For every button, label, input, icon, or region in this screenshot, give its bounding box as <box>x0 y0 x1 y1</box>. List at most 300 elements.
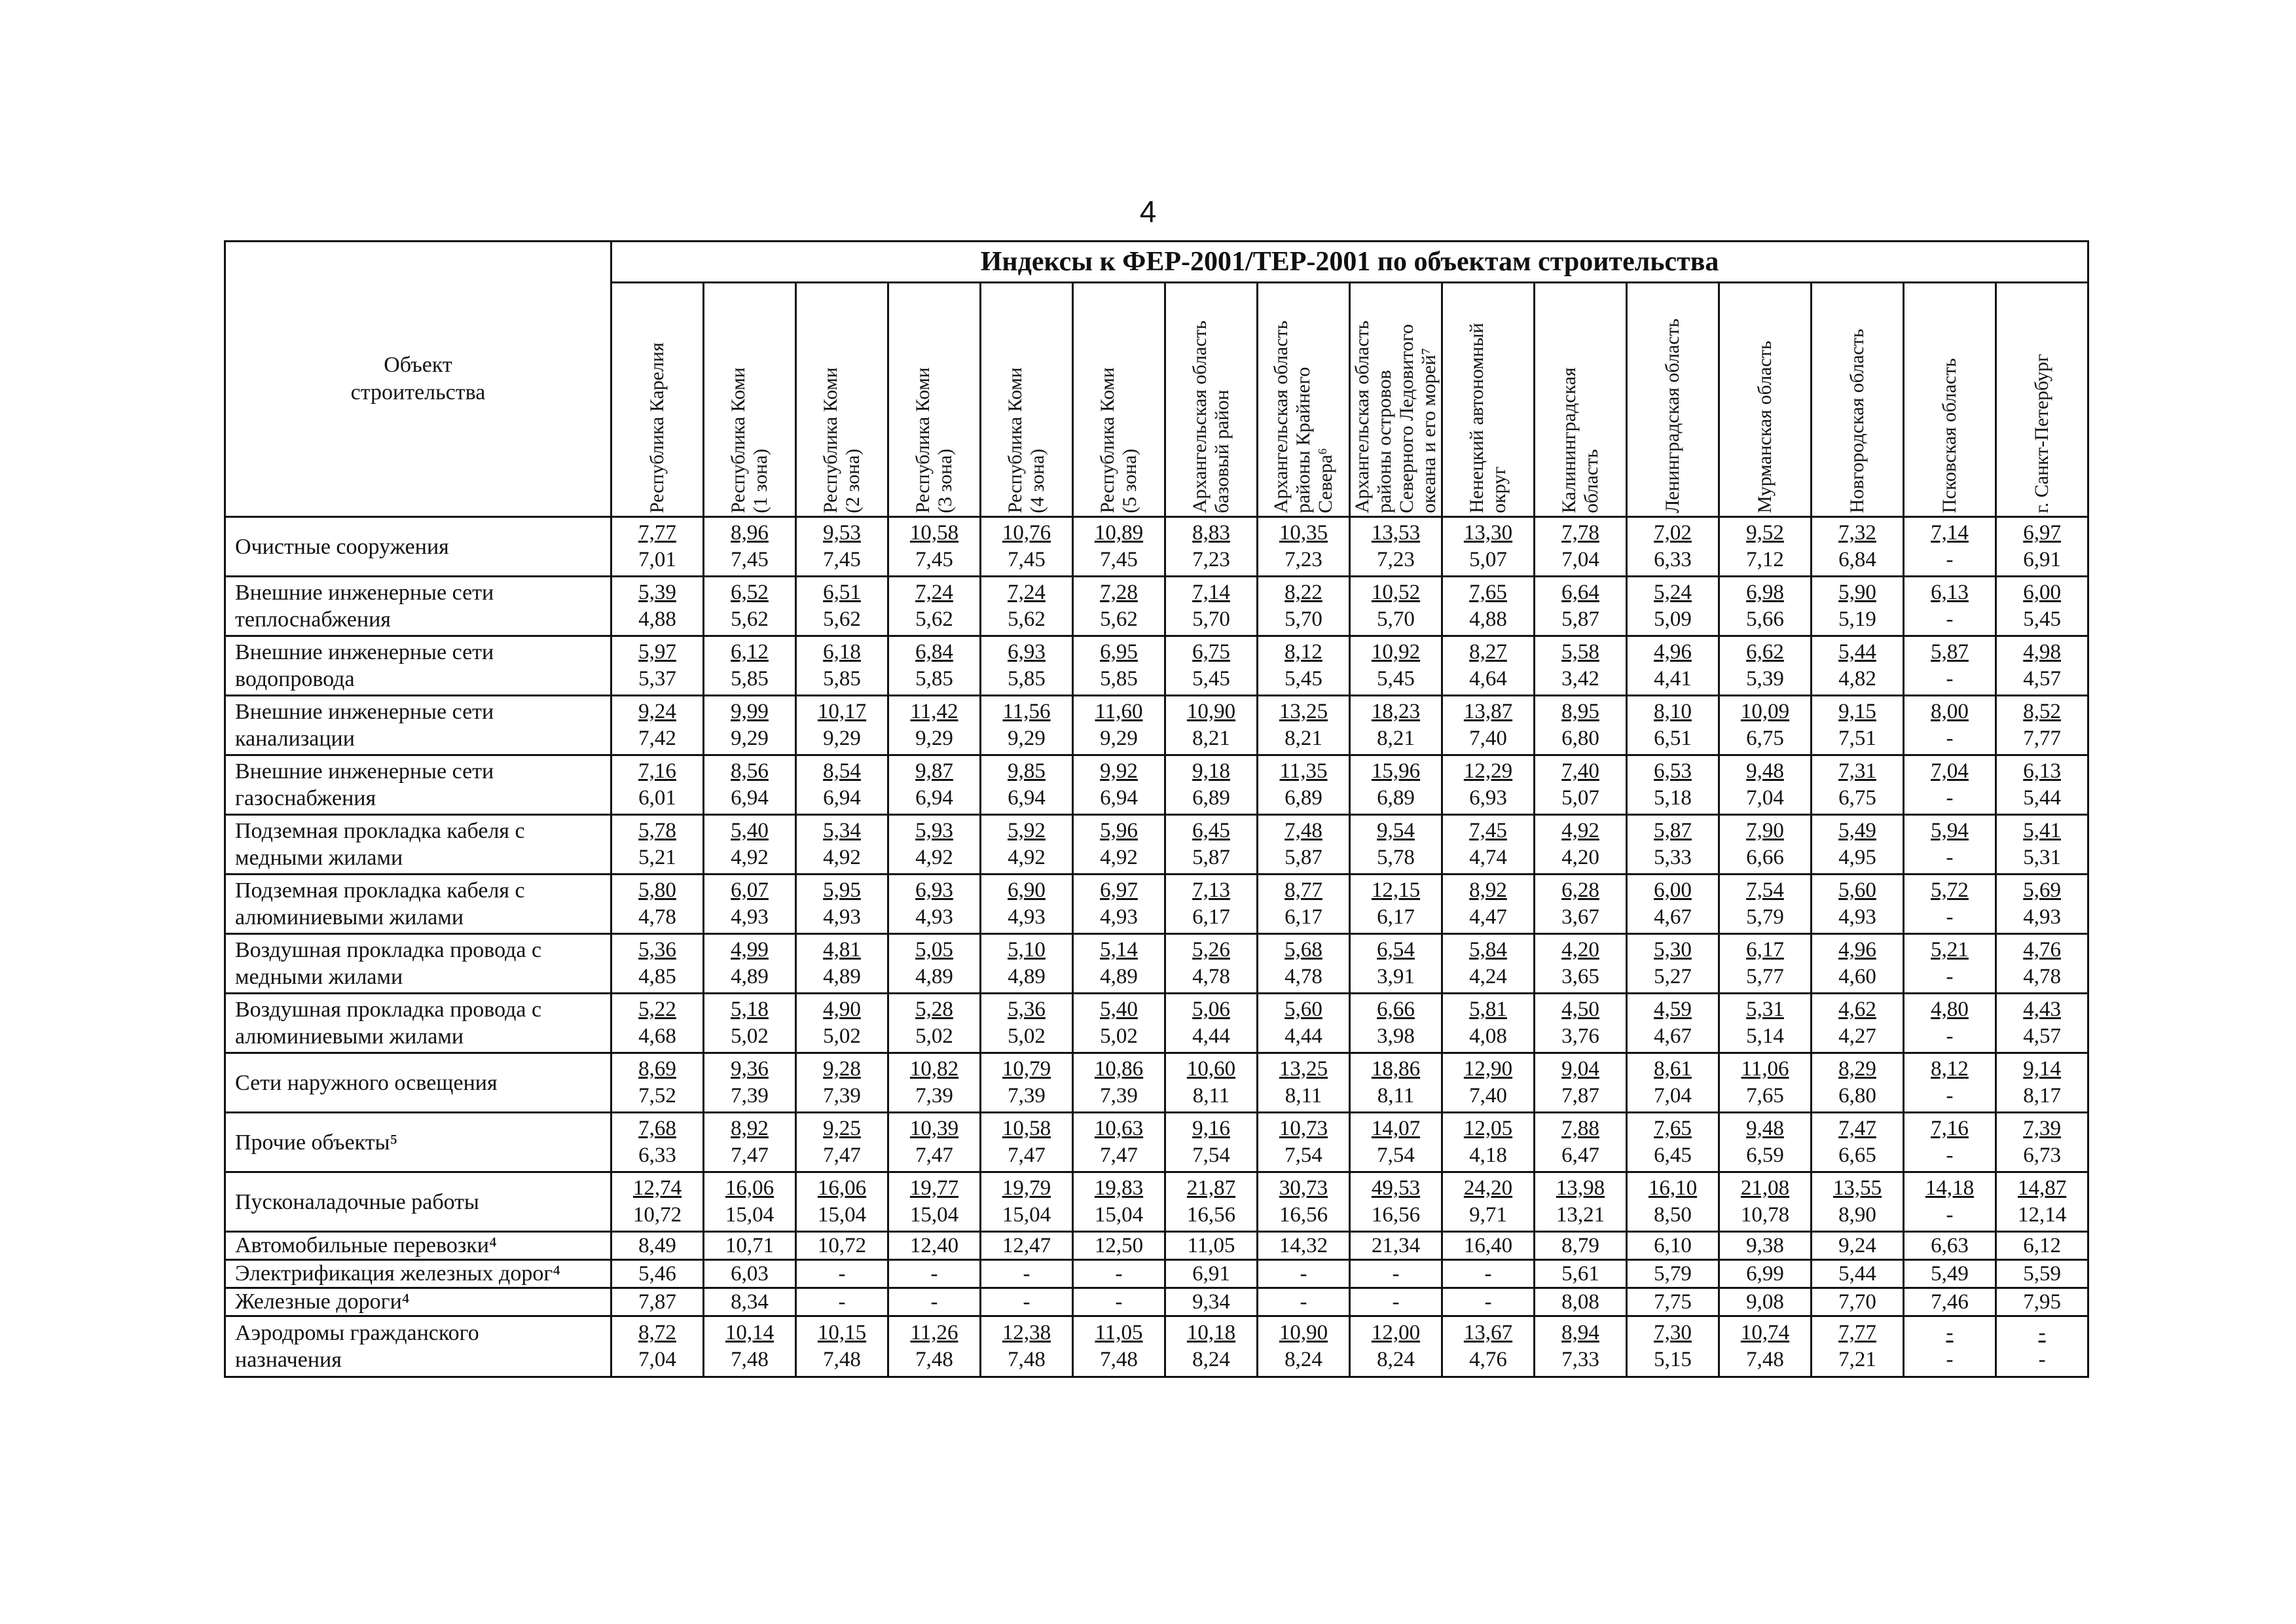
index-cell <box>1258 755 1350 815</box>
group-title: Индексы к ФЕР-2001/ТЕР-2001 по объектам строительства <box>611 242 2088 283</box>
index-value-bottom: 4,93 <box>823 905 861 929</box>
index-value-bottom: 8,24 <box>1285 1348 1322 1371</box>
index-value-top: 4,76 <box>2023 938 2061 962</box>
index-value-bottom: 4,92 <box>915 846 953 869</box>
index-value-bottom: 4,89 <box>1008 965 1046 988</box>
index-value-bottom: 6,80 <box>1838 1084 1876 1108</box>
index-cell <box>1073 636 1165 696</box>
index-value-top: 5,26 <box>1192 938 1230 962</box>
index-value-top: 8,83 <box>1192 521 1230 545</box>
index-value-bottom: 4,47 <box>1469 905 1507 929</box>
index-value-top: 8,56 <box>731 759 769 783</box>
table-row <box>225 755 2088 815</box>
index-value-top: 5,49 <box>1838 819 1876 842</box>
region-header <box>1904 283 1996 517</box>
index-value-bottom: 4,67 <box>1654 905 1692 929</box>
region-label: г. Санкт-Петербург <box>2031 353 2053 513</box>
index-value-top: 6,13 <box>1931 581 1969 604</box>
object-name: Внешние инженерные сети канализации <box>225 696 611 755</box>
index-cell <box>981 815 1073 875</box>
index-cell <box>1627 1113 1719 1172</box>
index-cell <box>1719 755 1812 815</box>
index-value-bottom: 8,90 <box>1838 1203 1876 1227</box>
index-value-top: 6,93 <box>915 878 953 902</box>
index-cell <box>981 934 1073 994</box>
index-value-top: 10,90 <box>1186 700 1236 723</box>
index-value-top: 6,98 <box>1746 581 1784 604</box>
index-value-bottom: 6,59 <box>1746 1144 1784 1167</box>
index-value-top: 5,92 <box>1008 819 1046 842</box>
index-value-top: 9,87 <box>915 759 953 783</box>
index-value: 10,72 <box>796 1232 888 1260</box>
index-cell <box>981 1172 1073 1232</box>
index-cell <box>1812 1316 1904 1377</box>
index-cell <box>1535 1316 1627 1377</box>
index-value-bottom: 9,29 <box>1100 727 1138 750</box>
index-value-bottom: 6,94 <box>1100 786 1138 810</box>
index-cell <box>1442 1113 1535 1172</box>
object-name: Воздушная прокладка провода с медными жилами <box>225 934 611 994</box>
object-name: Железные дороги⁴ <box>225 1288 611 1316</box>
index-cell <box>1073 696 1165 755</box>
region-header <box>1719 283 1812 517</box>
index-value-top: 15,96 <box>1371 759 1421 783</box>
index-value: - <box>1350 1260 1442 1288</box>
index-cell <box>888 934 981 994</box>
object-name: Внешние инженерные сети теплоснабжения <box>225 577 611 636</box>
index-cell <box>611 517 704 577</box>
index-value-bottom: 15,04 <box>1094 1203 1144 1227</box>
index-value-top: 7,14 <box>1192 581 1230 604</box>
index-value-bottom: 4,89 <box>1100 965 1138 988</box>
index-cell <box>888 696 981 755</box>
index-cell <box>981 755 1073 815</box>
index-value-top: 8,52 <box>2023 700 2061 723</box>
index-value-top: 12,05 <box>1463 1117 1513 1140</box>
index-cell <box>1812 755 1904 815</box>
index-value-bottom: 6,89 <box>1285 786 1322 810</box>
index-value-bottom: - <box>1946 905 1954 929</box>
index-value: 5,61 <box>1535 1260 1627 1288</box>
index-value-bottom: 6,75 <box>1838 786 1876 810</box>
index-cell <box>1535 636 1627 696</box>
index-value-top: 10,39 <box>909 1117 959 1140</box>
index-value-bottom: 4,08 <box>1469 1024 1507 1048</box>
index-value-top: 5,72 <box>1931 878 1969 902</box>
index-value-top: 7,65 <box>1654 1117 1692 1140</box>
index-value-bottom: 6,17 <box>1377 905 1415 929</box>
index-value-top: 13,87 <box>1463 700 1513 723</box>
index-cell <box>1073 815 1165 875</box>
index-value-bottom: 7,45 <box>1100 548 1138 571</box>
index-value-bottom: 8,21 <box>1377 727 1415 750</box>
index-value-bottom: 5,02 <box>915 1024 953 1048</box>
index-value-top: 5,80 <box>638 878 676 902</box>
index-value-top: 10,73 <box>1279 1117 1328 1140</box>
index-value-bottom: 7,48 <box>915 1348 953 1371</box>
index-value-bottom: 16,56 <box>1186 1203 1236 1227</box>
index-value-top: 9,15 <box>1838 700 1876 723</box>
index-cell <box>1904 696 1996 755</box>
index-value-top: 9,48 <box>1746 1117 1784 1140</box>
index-value-bottom: 6,84 <box>1838 548 1876 571</box>
index-cell <box>611 1316 704 1377</box>
index-value-bottom: 7,21 <box>1838 1348 1876 1371</box>
index-value-top: 11,26 <box>910 1321 958 1344</box>
index-cell <box>1535 1053 1627 1113</box>
index-cell <box>1996 755 2088 815</box>
index-cell <box>796 755 888 815</box>
index-value-bottom: 4,88 <box>1469 607 1507 631</box>
index-value-top: 6,00 <box>1654 878 1692 902</box>
index-value-bottom: 7,48 <box>1008 1348 1046 1371</box>
index-value-top: 4,92 <box>1561 819 1599 842</box>
index-value-top: 5,40 <box>1100 998 1138 1021</box>
index-value: 10,71 <box>704 1232 796 1260</box>
index-value-bottom: 3,67 <box>1561 905 1599 929</box>
index-value: 9,24 <box>1812 1232 1904 1260</box>
index-value-top: 7,54 <box>1746 878 1784 902</box>
index-value-bottom: 5,19 <box>1838 607 1876 631</box>
index-value-top: 9,54 <box>1377 819 1415 842</box>
index-value-bottom: 8,50 <box>1654 1203 1692 1227</box>
index-value-bottom: 5,45 <box>1377 667 1415 691</box>
index-value-top: 4,81 <box>823 938 861 962</box>
index-cell <box>1627 1053 1719 1113</box>
index-value-top: 6,52 <box>731 581 769 604</box>
index-cell <box>796 994 888 1053</box>
index-cell <box>1719 1316 1812 1377</box>
table-row <box>225 577 2088 636</box>
index-value-top: 8,72 <box>638 1321 676 1344</box>
object-name: Сети наружного освещения <box>225 1053 611 1113</box>
index-cell <box>1073 994 1165 1053</box>
index-value-bottom: 9,71 <box>1469 1203 1507 1227</box>
index-value-top: 9,36 <box>731 1057 769 1081</box>
index-value-top: 7,04 <box>1931 759 1969 783</box>
index-cell <box>1904 577 1996 636</box>
index-value-bottom: 7,51 <box>1838 727 1876 750</box>
table-row <box>225 815 2088 875</box>
index-value-top: 21,87 <box>1186 1176 1236 1200</box>
index-value-bottom: 8,21 <box>1285 727 1322 750</box>
index-value-top: 6,00 <box>2023 581 2061 604</box>
index-value-bottom: 5,87 <box>1561 607 1599 631</box>
index-value-bottom: 7,65 <box>1746 1084 1784 1108</box>
index-cell <box>704 1053 796 1113</box>
index-cell <box>1350 696 1442 755</box>
index-value-top: 49,53 <box>1371 1176 1421 1200</box>
index-value-bottom: - <box>1946 548 1954 571</box>
index-value-top: 5,10 <box>1008 938 1046 962</box>
region-label: Архангельская область районы островов Северного Ледовитого океана и его морей⁷ <box>1351 320 1440 513</box>
index-value-top: 13,53 <box>1371 521 1421 545</box>
index-value-bottom: 6,94 <box>1008 786 1046 810</box>
index-cell <box>1535 696 1627 755</box>
index-value-top: 9,92 <box>1100 759 1138 783</box>
index-value-bottom: 4,92 <box>1100 846 1138 869</box>
index-value-bottom: 3,76 <box>1561 1024 1599 1048</box>
index-value-top: 12,74 <box>632 1176 682 1200</box>
index-cell <box>1996 1053 2088 1113</box>
index-value-bottom: 5,87 <box>1192 846 1230 869</box>
index-cell <box>1442 934 1535 994</box>
index-value: - <box>888 1288 981 1316</box>
index-value-bottom: 5,70 <box>1192 607 1230 631</box>
index-cell <box>1627 994 1719 1053</box>
index-value-top: 13,25 <box>1279 700 1328 723</box>
index-value-bottom: 4,74 <box>1469 846 1507 869</box>
index-cell <box>1442 517 1535 577</box>
index-cell <box>796 875 888 934</box>
index-cell <box>1535 517 1627 577</box>
index-value-bottom: 5,62 <box>1100 607 1138 631</box>
index-cell <box>1073 875 1165 934</box>
index-value-top: 14,87 <box>2017 1176 2067 1200</box>
index-cell <box>981 577 1073 636</box>
index-value-bottom: 6,89 <box>1192 786 1230 810</box>
index-value-bottom: 5,07 <box>1561 786 1599 810</box>
index-value-bottom: 4,89 <box>731 965 769 988</box>
object-name: Подземная прокладка кабеля с алюминиевыми жилами <box>225 875 611 934</box>
index-value-top: 8,27 <box>1469 640 1507 664</box>
index-value-bottom: 4,57 <box>2023 667 2061 691</box>
index-value-top: 6,07 <box>731 878 769 902</box>
index-cell <box>1350 1172 1442 1232</box>
object-name: Электрификация железных дорог⁴ <box>225 1260 611 1288</box>
index-value: - <box>981 1288 1073 1316</box>
index-cell <box>1627 1316 1719 1377</box>
index-value-top: 9,16 <box>1192 1117 1230 1140</box>
index-cell <box>1350 1113 1442 1172</box>
index-cell <box>1165 1113 1258 1172</box>
index-cell <box>1812 1172 1904 1232</box>
index-cell <box>1350 636 1442 696</box>
index-value-bottom: 7,42 <box>638 727 676 750</box>
index-value-top: 19,77 <box>909 1176 959 1200</box>
index-value-top: 7,45 <box>1469 819 1507 842</box>
index-cell <box>1073 1172 1165 1232</box>
index-value-top: 5,34 <box>823 819 861 842</box>
index-value-top: 6,17 <box>1746 938 1784 962</box>
index-value-bottom: 7,40 <box>1469 1084 1507 1108</box>
index-value-bottom: 5,02 <box>1008 1024 1046 1048</box>
index-value-bottom: 6,66 <box>1746 846 1784 869</box>
index-value-top: 4,20 <box>1561 938 1599 962</box>
index-value-top: 6,66 <box>1377 998 1415 1021</box>
region-label: Ненецкий автономный округ <box>1466 322 1510 513</box>
index-value-top: 7,28 <box>1100 581 1138 604</box>
index-value-bottom: 7,04 <box>638 1348 676 1371</box>
index-value: 5,49 <box>1904 1260 1996 1288</box>
index-value-bottom: - <box>1946 667 1954 691</box>
index-value-bottom: 15,04 <box>725 1203 774 1227</box>
index-value-top: 10,18 <box>1186 1321 1236 1344</box>
index-value-bottom: 10,78 <box>1740 1203 1790 1227</box>
region-header <box>1165 283 1258 517</box>
index-value-top: 5,95 <box>823 878 861 902</box>
index-value-top: 6,53 <box>1654 759 1692 783</box>
index-cell <box>1350 517 1442 577</box>
index-value-top: 5,96 <box>1100 819 1138 842</box>
index-value-bottom: - <box>1946 1144 1954 1167</box>
index-cell <box>1812 1113 1904 1172</box>
index-value-bottom: - <box>1946 1203 1954 1227</box>
index-value-top: 11,56 <box>1002 700 1051 723</box>
index-value-bottom: 6,65 <box>1838 1144 1876 1167</box>
index-value-top: 11,35 <box>1279 759 1328 783</box>
index-cell <box>1535 934 1627 994</box>
region-label: Республика Коми (1 зона) <box>727 367 771 513</box>
index-cell <box>1165 1053 1258 1113</box>
index-value-top: 5,30 <box>1654 938 1692 962</box>
object-name: Внешние инженерные сети водопровода <box>225 636 611 696</box>
index-cell <box>1535 577 1627 636</box>
index-value: 8,79 <box>1535 1232 1627 1260</box>
index-value-bottom: 5,85 <box>1008 667 1046 691</box>
index-cell <box>1073 1053 1165 1113</box>
index-value-top: 10,60 <box>1186 1057 1236 1081</box>
index-cell <box>1258 1172 1350 1232</box>
region-header <box>981 283 1073 517</box>
index-value-bottom: 4,92 <box>731 846 769 869</box>
table-row <box>225 1053 2088 1113</box>
index-value: 5,44 <box>1812 1260 1904 1288</box>
index-cell <box>1996 517 2088 577</box>
index-cell <box>1165 994 1258 1053</box>
index-cell <box>1904 755 1996 815</box>
index-value-bottom: 5,31 <box>2023 846 2061 869</box>
index-cell <box>796 815 888 875</box>
index-value-bottom: 5,27 <box>1654 965 1692 988</box>
index-cell <box>1719 1172 1812 1232</box>
index-value-top: 8,96 <box>731 521 769 545</box>
table-row <box>225 994 2088 1053</box>
index-cell <box>704 1172 796 1232</box>
index-cell <box>981 696 1073 755</box>
index-value-bottom: 7,48 <box>731 1348 769 1371</box>
index-cell <box>1904 934 1996 994</box>
index-value: - <box>796 1260 888 1288</box>
region-header <box>1627 283 1719 517</box>
index-value-top: 5,36 <box>1008 998 1046 1021</box>
index-value: 9,08 <box>1719 1288 1812 1316</box>
index-cell <box>1165 875 1258 934</box>
index-cell <box>981 636 1073 696</box>
index-value-bottom: 5,62 <box>731 607 769 631</box>
index-value-bottom: 6,94 <box>731 786 769 810</box>
index-value-bottom: 7,04 <box>1746 786 1784 810</box>
index-value-bottom: 4,92 <box>1008 846 1046 869</box>
region-label: Республика Коми (2 зона) <box>820 367 864 513</box>
index-value-bottom: 5,07 <box>1469 548 1507 571</box>
index-value-top: - <box>1946 1321 1954 1344</box>
index-cell <box>1165 815 1258 875</box>
index-cell <box>888 577 981 636</box>
index-value-top: 5,24 <box>1654 581 1692 604</box>
index-value: - <box>1258 1288 1350 1316</box>
index-value-top: 7,77 <box>638 521 676 545</box>
index-cell <box>611 934 704 994</box>
index-cell <box>1812 815 1904 875</box>
index-cell <box>704 517 796 577</box>
index-cell <box>611 696 704 755</box>
index-value-top: 13,30 <box>1463 521 1513 545</box>
index-value-top: 5,90 <box>1838 581 1876 604</box>
index-value: - <box>1350 1288 1442 1316</box>
index-value-bottom: 7,45 <box>823 548 861 571</box>
index-cell <box>1165 517 1258 577</box>
index-value-bottom: 5,15 <box>1654 1348 1692 1371</box>
region-label: Республика Коми (4 зона) <box>1004 367 1048 513</box>
region-header <box>611 283 704 517</box>
region-label: Архангельская область районы Крайнего Севера⁶ <box>1270 320 1336 513</box>
index-value-bottom: 7,47 <box>1008 1144 1046 1167</box>
table-row <box>225 934 2088 994</box>
index-cell <box>1535 815 1627 875</box>
table-row <box>225 875 2088 934</box>
index-value-bottom: 5,39 <box>1746 667 1784 691</box>
index-cell <box>1812 696 1904 755</box>
index-value-bottom: 8,24 <box>1377 1348 1415 1371</box>
index-cell <box>981 517 1073 577</box>
index-value-bottom: - <box>1946 1348 1954 1371</box>
index-cell <box>1996 577 2088 636</box>
region-label: Псковская область <box>1939 357 1960 513</box>
index-value-bottom: 6,75 <box>1746 727 1784 750</box>
index-value-bottom: 7,47 <box>915 1144 953 1167</box>
index-cell <box>888 1113 981 1172</box>
index-value-top: 9,99 <box>731 700 769 723</box>
index-cell <box>611 636 704 696</box>
index-value-bottom: 6,51 <box>1654 727 1692 750</box>
region-header <box>1350 283 1442 517</box>
index-value-bottom: 5,85 <box>731 667 769 691</box>
index-value-top: 12,00 <box>1371 1321 1421 1344</box>
index-value: 8,08 <box>1535 1288 1627 1316</box>
index-cell <box>1719 934 1812 994</box>
index-cell <box>704 577 796 636</box>
index-value-top: 13,98 <box>1556 1176 1605 1200</box>
index-cell <box>1996 636 2088 696</box>
table-row <box>225 636 2088 696</box>
index-value-top: 10,17 <box>817 700 867 723</box>
index-value-top: 7,78 <box>1561 521 1599 545</box>
index-value: - <box>981 1260 1073 1288</box>
index-value-bottom: - <box>1946 846 1954 869</box>
index-cell <box>1073 1113 1165 1172</box>
region-label: Архангельская область базовый район <box>1189 320 1233 513</box>
index-value-top: 5,58 <box>1561 640 1599 664</box>
index-cell <box>1996 1113 2088 1172</box>
index-value-bottom: 4,68 <box>638 1024 676 1048</box>
index-cell <box>1258 1053 1350 1113</box>
region-header <box>1812 283 1904 517</box>
index-value-bottom: 7,48 <box>1746 1348 1784 1371</box>
index-value-bottom: 4,24 <box>1469 965 1507 988</box>
index-value-top: 5,97 <box>638 640 676 664</box>
index-cell <box>1904 815 1996 875</box>
index-value-top: 5,18 <box>731 998 769 1021</box>
index-value-bottom: 4,82 <box>1838 667 1876 691</box>
index-value: 12,40 <box>888 1232 981 1260</box>
index-value-top: 6,97 <box>1100 878 1138 902</box>
index-value-top: 7,88 <box>1561 1117 1599 1140</box>
index-value-top: 10,63 <box>1094 1117 1144 1140</box>
index-cell <box>796 1113 888 1172</box>
index-value-bottom: 4,64 <box>1469 667 1507 691</box>
index-cell <box>611 815 704 875</box>
